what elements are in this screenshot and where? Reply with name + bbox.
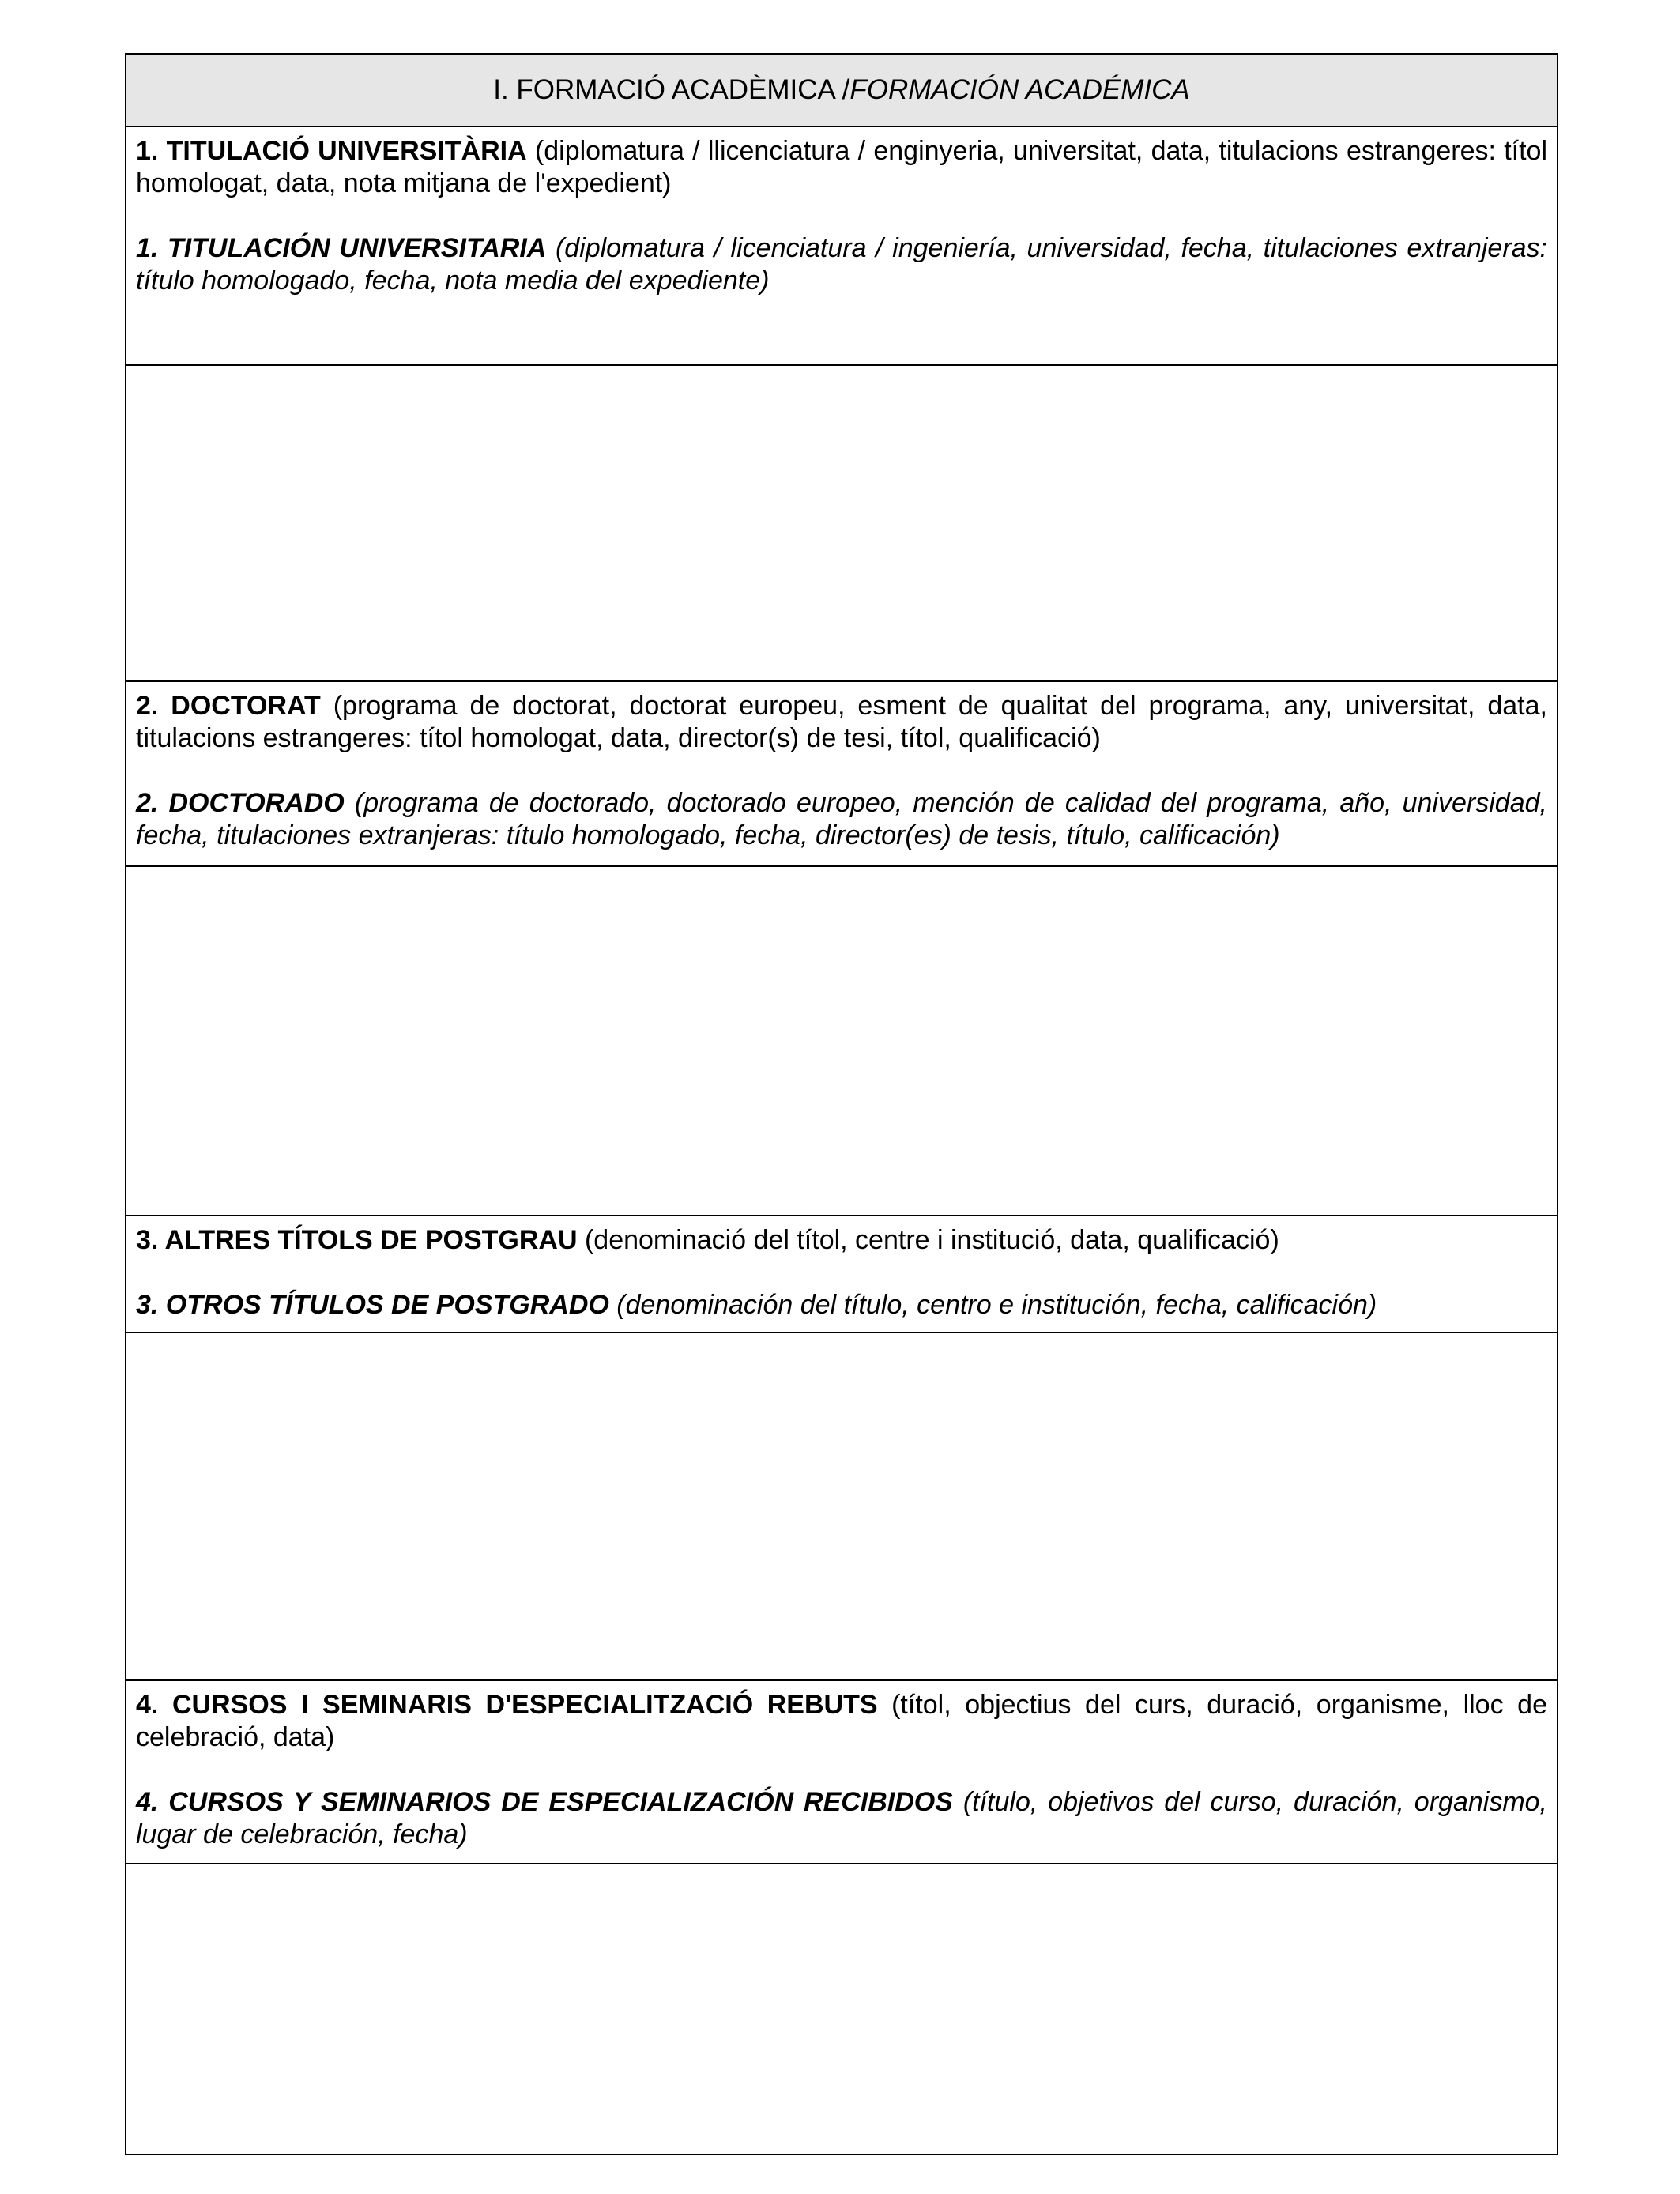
form-header	[126, 55, 1557, 127]
section-3-answer-area[interactable]	[126, 1333, 1557, 1681]
section-1-spanish-title: 1. TITULACIÓN UNIVERSITARIA	[136, 233, 547, 263]
header-title-catalan: I. FORMACIÓ ACADÈMICA /	[493, 74, 850, 105]
section-4-catalan	[136, 1689, 1547, 1754]
section-1-answer-area[interactable]	[126, 366, 1557, 682]
section-4-heading	[126, 1681, 1557, 1864]
section-2-catalan-description: (programa de doctorat, doctorat europeu, esment de qualitat del programa, any, universitat, data, titulacions estrangeres: títol homologat, data, director(s) de tesi, títol, qualificació)	[136, 691, 1547, 753]
section-2-answer-area[interactable]	[126, 867, 1557, 1216]
section-1-spanish-description: (diplomatura / licenciatura / ingeniería, universidad, fecha, titulaciones extranjeras: título homologado, fecha, nota media del expediente)	[136, 233, 1547, 296]
section-2-spanish	[136, 787, 1547, 852]
section-1-catalan	[136, 135, 1547, 200]
section-3-catalan-description: (denominació del títol, centre i institució, data, qualificació)	[577, 1225, 1279, 1255]
section-3-heading	[126, 1216, 1557, 1333]
section-3-spanish-title: 3. OTROS TÍTULOS DE POSTGRADO	[136, 1290, 609, 1320]
section-2-spanish-description: (programa de doctorado, doctorado europeo, mención de calidad del programa, año, universidad, fecha, titulaciones extranjeras: título homologado, fecha, director(es) de tesis, título, calificación)	[136, 788, 1547, 850]
section-2-heading	[126, 682, 1557, 867]
section-1-spanish	[136, 232, 1547, 297]
section-4-catalan-description: (títol, objectius del curs, duració, organisme, lloc de celebració, data)	[136, 1690, 1547, 1752]
section-4-spanish-title: 4. CURSOS Y SEMINARIOS DE ESPECIALIZACIÓN RECIBIDOS	[136, 1787, 953, 1817]
section-3-catalan	[136, 1224, 1547, 1257]
section-2-spanish-title: 2. DOCTORADO	[136, 788, 345, 818]
section-3-spanish-description: (denominación del título, centro e institución, fecha, calificación)	[608, 1290, 1377, 1320]
section-2-catalan	[136, 690, 1547, 755]
academic-training-form	[125, 53, 1558, 2155]
section-4-spanish	[136, 1786, 1547, 1851]
section-3-catalan-title: 3. ALTRES TÍTOLS DE POSTGRAU	[136, 1225, 578, 1255]
section-1-heading	[126, 127, 1557, 366]
section-4-answer-area[interactable]	[126, 1864, 1557, 2154]
section-1-catalan-description: (diplomatura / llicenciatura / enginyeria, universitat, data, titulacions estrangeres: títol homologat, data, nota mitjana de l'expedient)	[136, 136, 1547, 198]
section-3-spanish	[136, 1289, 1547, 1321]
section-1-catalan-title: 1. TITULACIÓ UNIVERSITÀRIA	[136, 136, 527, 166]
section-4-catalan-title: 4. CURSOS I SEMINARIS D'ESPECIALITZACIÓ REBUTS	[136, 1690, 878, 1720]
section-4-spanish-description: (título, objetivos del curso, duración, organismo, lugar de celebración, fecha)	[136, 1787, 1547, 1849]
header-title-spanish: FORMACIÓN ACADÉMICA	[849, 74, 1190, 105]
section-2-catalan-title: 2. DOCTORAT	[136, 691, 321, 721]
